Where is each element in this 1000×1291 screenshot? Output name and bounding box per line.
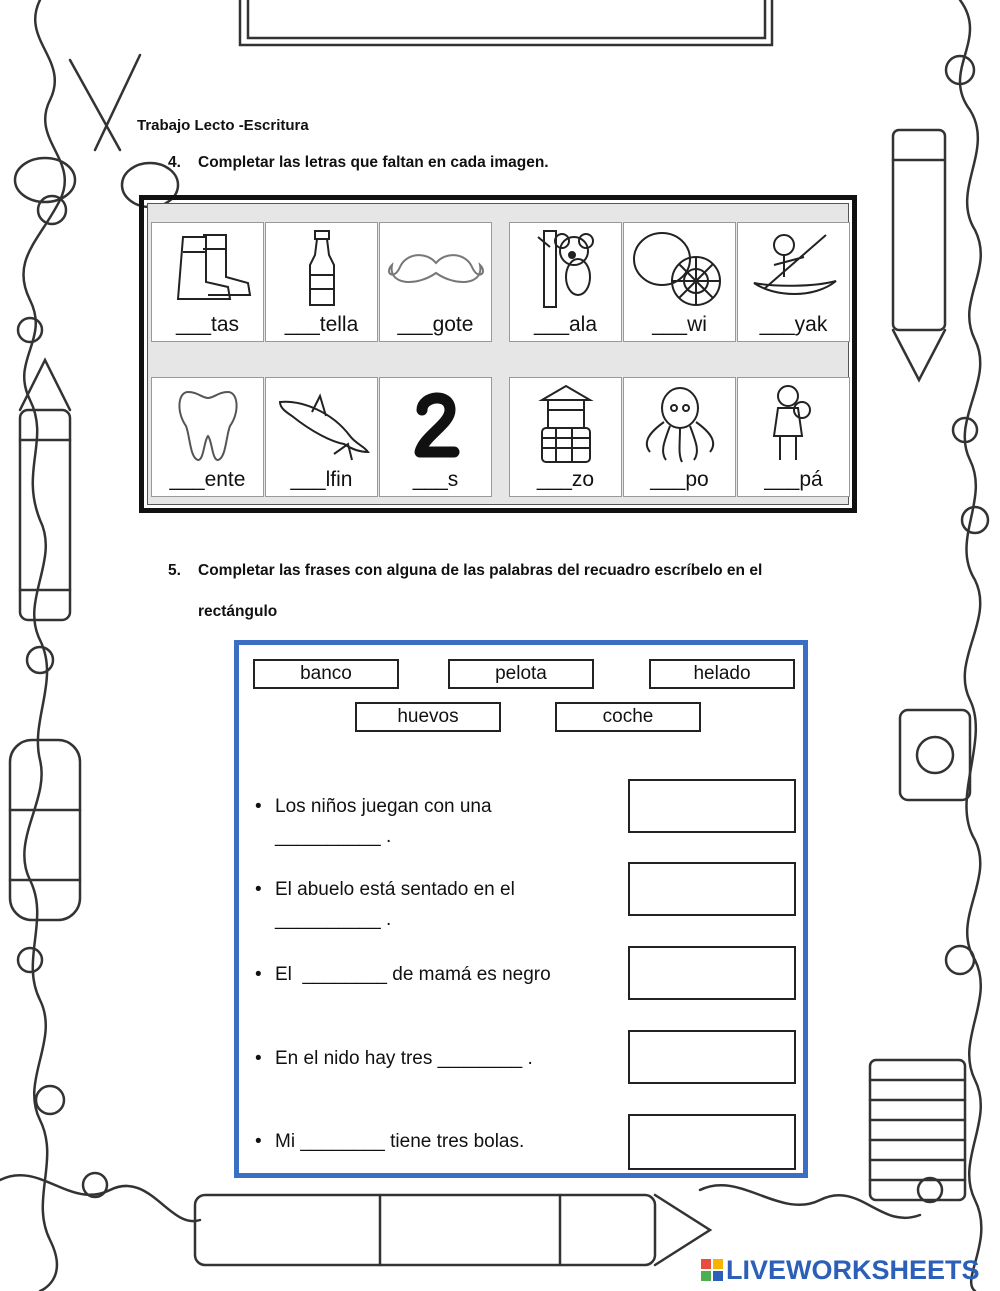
sentence-1 — [255, 792, 492, 852]
image-cell-koala — [509, 222, 622, 342]
octopus-icon — [630, 382, 730, 464]
image-cell-dos — [379, 377, 492, 497]
answer-box-2[interactable] — [628, 862, 796, 916]
sentence-1-text: Los niños juegan con una — [275, 796, 492, 817]
bullet-icon: • — [255, 1131, 262, 1152]
kiwi-icon — [630, 227, 730, 309]
question-4-number: 4. — [168, 154, 181, 171]
image-word-koala: ___ala — [533, 313, 598, 336]
image-word-diente: ___ente — [169, 468, 246, 491]
image-cell-botas — [151, 222, 264, 342]
bullet-icon: • — [255, 879, 262, 900]
image-cell-kayak — [737, 222, 850, 342]
image-cell-pozo — [509, 377, 622, 497]
image-cell-kiwi — [623, 222, 736, 342]
image-word-pulpo: ___po — [650, 468, 709, 491]
number-two-icon — [386, 382, 486, 464]
question-5-text: Completar las frases con alguna de las palabras del recuadro escríbelo en el — [198, 562, 763, 579]
answer-box-5[interactable] — [628, 1114, 796, 1170]
dad-icon — [744, 382, 844, 464]
sentence-2-blank: __________ . — [275, 909, 392, 930]
image-word-kiwi: ___wi — [652, 313, 707, 336]
bullet-icon: • — [255, 796, 262, 817]
question-5-text-continued: rectángulo — [198, 603, 278, 620]
question-4-text: Completar las letras que faltan en cada imagen. — [198, 154, 549, 171]
image-cell-papa — [737, 377, 850, 497]
sentence-5 — [255, 1127, 524, 1157]
well-icon — [516, 382, 616, 464]
boots-icon — [158, 227, 258, 309]
liveworksheets-icon — [700, 1258, 724, 1282]
bottle-icon — [272, 227, 372, 309]
sentence-4 — [255, 1044, 533, 1074]
tooth-icon — [158, 382, 258, 464]
liveworksheets-text: LIVEWORKSHEETS — [726, 1255, 980, 1285]
dolphin-icon — [272, 382, 372, 464]
image-cell-bigote — [379, 222, 492, 342]
koala-icon — [516, 227, 616, 309]
image-word-botas: ___tas — [175, 313, 240, 336]
question-4 — [168, 154, 549, 172]
word-bank-pelota[interactable]: pelota — [448, 659, 594, 689]
sentence-2-text: El abuelo está sentado en el — [275, 879, 515, 900]
mustache-icon — [386, 227, 486, 309]
question-5-number: 5. — [168, 562, 181, 579]
question-5 — [168, 562, 762, 580]
answer-box-1[interactable] — [628, 779, 796, 833]
sentence-2 — [255, 875, 515, 935]
image-cell-botella — [265, 222, 378, 342]
sentence-5-text: Mi ________ tiene tres bolas. — [275, 1131, 525, 1152]
image-word-pozo: ___zo — [536, 468, 595, 491]
image-word-papa: ___pá — [764, 468, 823, 491]
bullet-icon: • — [255, 964, 262, 985]
bullet-icon: • — [255, 1048, 262, 1069]
image-word-delfin: ___lfin — [290, 468, 353, 491]
image-word-botella: ___tella — [284, 313, 359, 336]
answer-box-4[interactable] — [628, 1030, 796, 1084]
word-bank-helado[interactable]: helado — [649, 659, 795, 689]
word-bank-coche[interactable]: coche — [555, 702, 701, 732]
word-bank-huevos[interactable]: huevos — [355, 702, 501, 732]
sentence-1-blank: __________ . — [275, 826, 392, 847]
answer-box-3[interactable] — [628, 946, 796, 1000]
sentence-3-text: El ________ de mamá es negro — [275, 964, 551, 985]
sentence-3 — [255, 960, 551, 990]
document-title: Trabajo Lecto -Escritura — [137, 117, 309, 134]
sentence-4-text: En el nido hay tres ________ . — [275, 1048, 533, 1069]
word-bank-banco[interactable]: banco — [253, 659, 399, 689]
image-word-kayak: ___yak — [759, 313, 828, 336]
image-cell-diente — [151, 377, 264, 497]
kayak-icon — [744, 227, 844, 309]
image-cell-delfin — [265, 377, 378, 497]
image-cell-pulpo — [623, 377, 736, 497]
image-word-bigote: ___gote — [397, 313, 474, 336]
liveworksheets-logo[interactable] — [700, 1255, 980, 1286]
image-word-dos: ___s — [412, 468, 459, 491]
